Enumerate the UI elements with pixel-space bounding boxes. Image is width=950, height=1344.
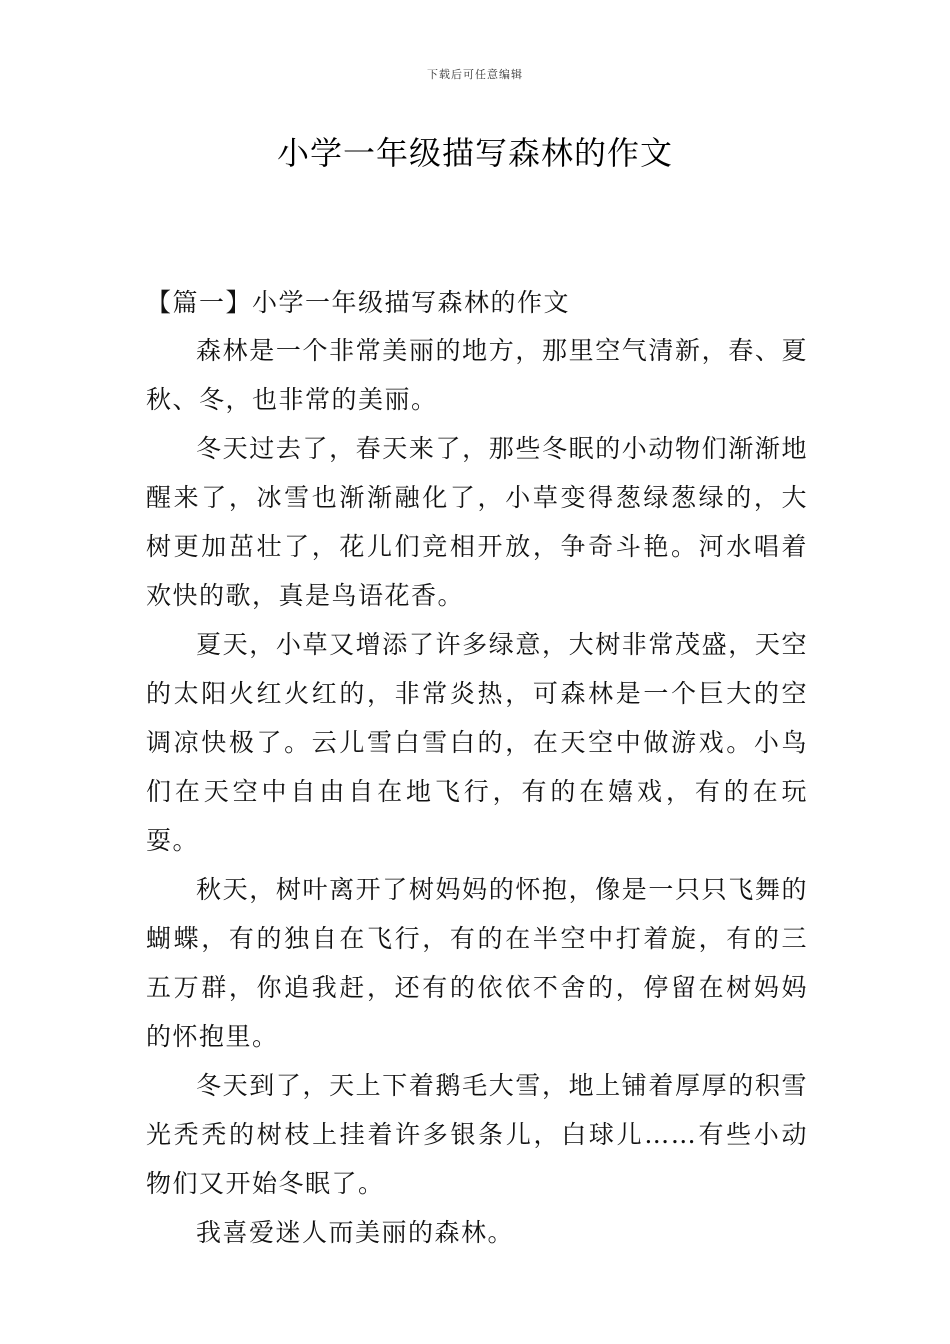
section-heading-text: 小学一年级描写森林的作文	[252, 288, 571, 317]
document-title: 小学一年级描写森林的作文	[276, 134, 673, 172]
essay-body	[146, 280, 808, 1257]
section-close-bracket: 】	[225, 288, 253, 317]
header-note: 下载后可任意编辑	[427, 68, 523, 81]
paragraph-intro: 森林是一个非常美丽的地方，那里空气清新，春、夏秋、冬，也非常的美丽。	[146, 336, 808, 414]
paragraph-winter: 冬天到了，天上下着鹅毛大雪，地上铺着厚厚的积雪光秃秃的树枝上挂着许多银条儿，白球儿……有些小动物们又开始冬眠了。	[146, 1071, 808, 1198]
paragraph-conclusion: 我喜爱迷人而美丽的森林。	[196, 1218, 515, 1247]
paragraph-spring: 冬天过去了，春天来了，那些冬眠的小动物们渐渐地醒来了，冰雪也渐渐融化了，小草变得葱绿葱绿的，大树更加茁壮了，花儿们竞相开放，争奇斗艳。河水唱着欢快的歌，真是鸟语花香。	[146, 434, 808, 610]
paragraph-summer: 夏天，小草又增添了许多绿意，大树非常茂盛，天空的太阳火红火红的，非常炎热，可森林是一个巨大的空调凉快极了。云儿雪白雪白的，在天空中做游戏。小鸟们在天空中自由自在地飞行，有的在嬉戏，有的在玩耍。	[146, 630, 808, 855]
section-open-bracket: 【	[146, 288, 173, 317]
section-label: 篇一	[172, 288, 226, 317]
paragraph-autumn: 秋天，树叶离开了树妈妈的怀抱，像是一只只飞舞的蝴蝶，有的独自在飞行，有的在半空中打着旋，有的三五万群，你追我赶，还有的依依不舍的，停留在树妈妈的怀抱里。	[146, 875, 808, 1051]
section-heading	[146, 280, 808, 326]
